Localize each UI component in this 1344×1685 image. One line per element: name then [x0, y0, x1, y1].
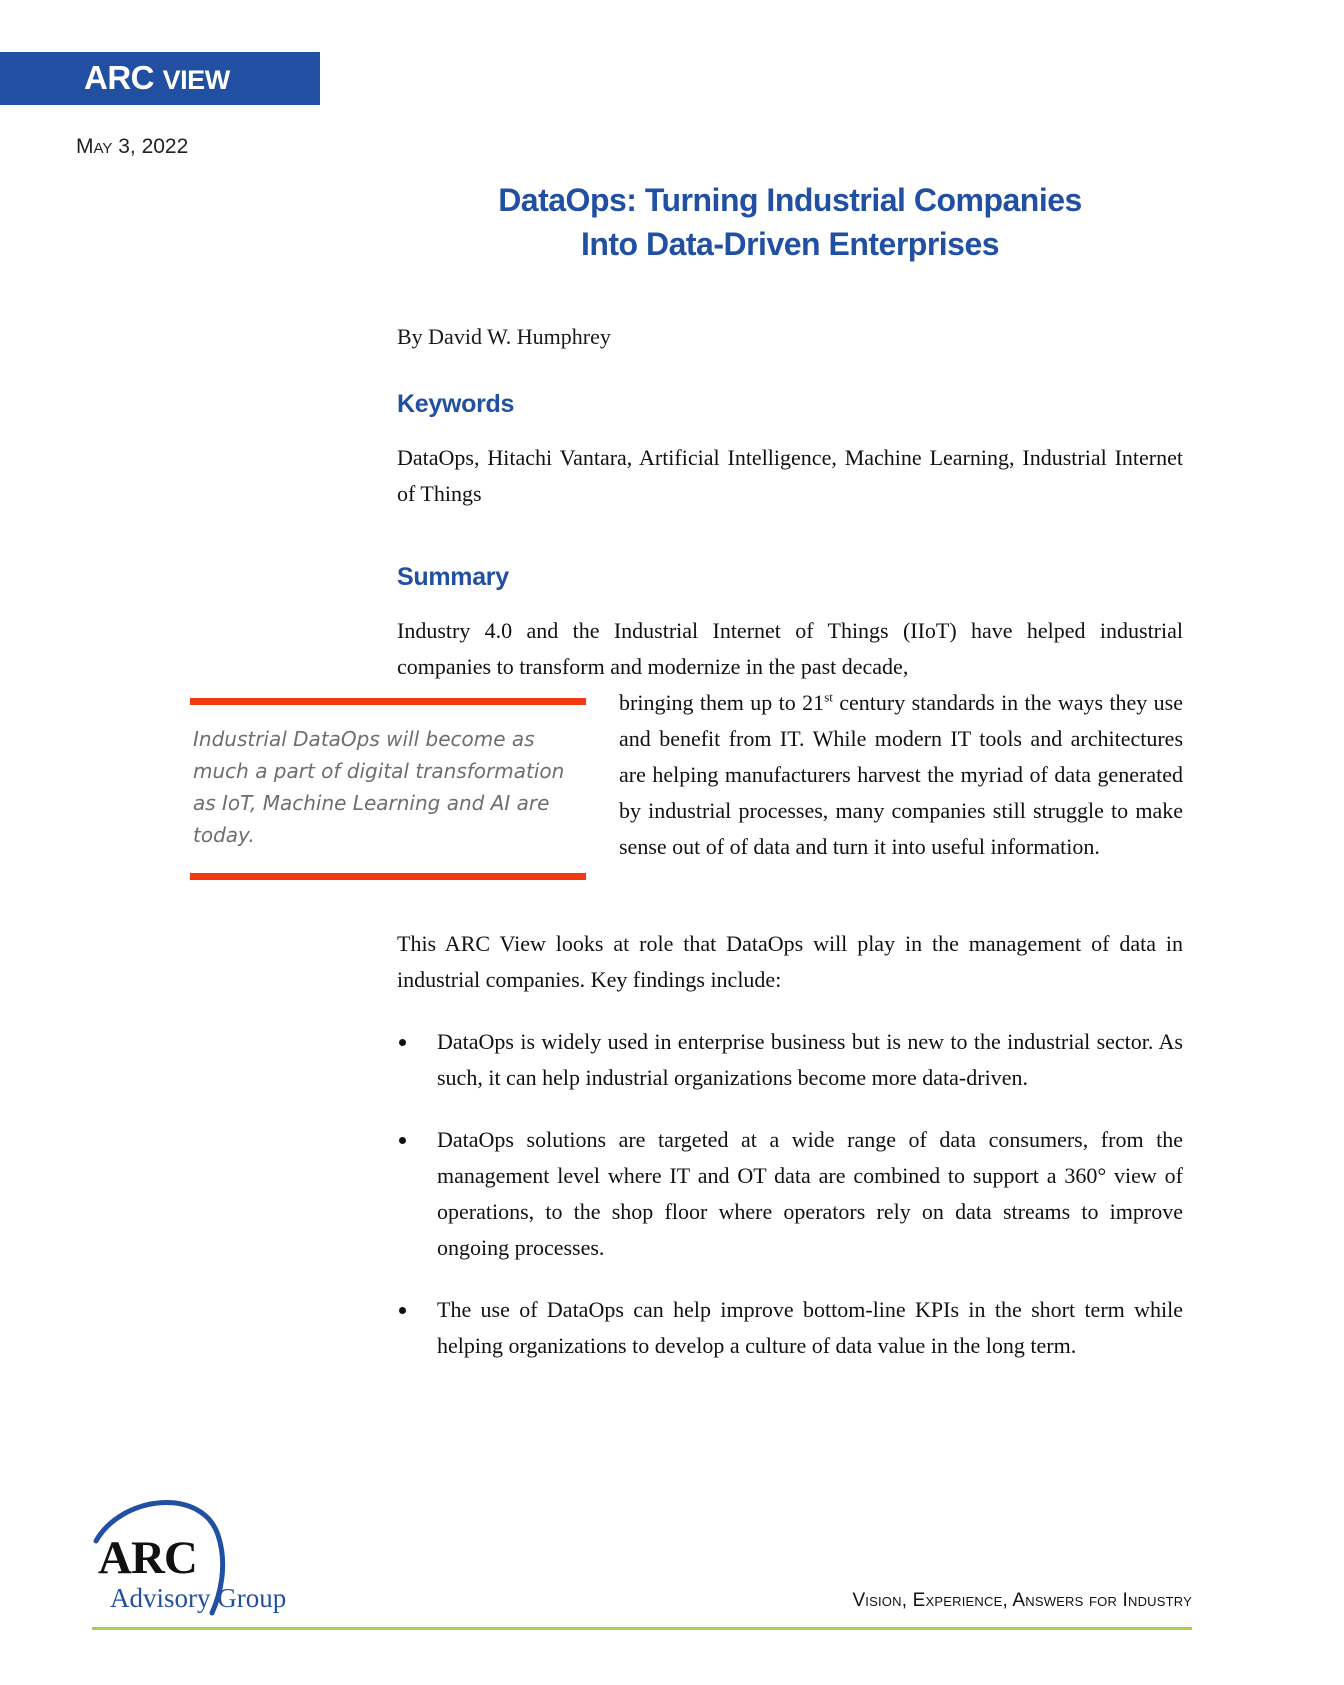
findings-intro: This ARC View looks at role that DataOps will play in the management of data in industrial companies. Key findings include:	[397, 931, 1183, 992]
summary-paragraph-continued	[619, 685, 1183, 865]
para-text-b: century standards in the ways they use and benefit from IT. While modern IT tools and architectures are helping manufacturers harvest the myriad of data generated by industrial processes, many companies still struggle to make sense out of of data and turn it into useful information.	[619, 690, 1183, 859]
key-findings-list	[397, 1024, 1183, 1390]
publication-date: May 3, 2022	[76, 135, 189, 158]
list-item-text: DataOps is widely used in enterprise business but is new to the industrial sector. As such, it can help industrial organizations become more data-driven.	[437, 1029, 1183, 1090]
footer-rule	[92, 1627, 1192, 1630]
header-banner	[0, 52, 320, 105]
pull-quote-top-rule	[190, 698, 586, 705]
title-line-1: DataOps: Turning Industrial Companies	[498, 182, 1082, 218]
bullet-icon	[399, 1307, 406, 1314]
summary-heading: Summary	[397, 563, 509, 591]
footer-tagline: Vision, Experience, Answers for Industry	[852, 1590, 1192, 1611]
list-item-text: The use of DataOps can help improve bottom-line KPIs in the short term while helping organizations to develop a culture of data value in the long term.	[437, 1297, 1183, 1358]
pull-quote: Industrial DataOps will become as much a part of digital transformation as IoT, Machine Learning and AI are today.	[193, 727, 565, 847]
byline: By David W. Humphrey	[397, 324, 611, 349]
para-text-a: bringing them up to 21	[619, 690, 825, 715]
title-line-2: Into Data-Driven Enterprises	[580, 226, 1000, 262]
brand-main: ARC	[84, 59, 154, 96]
keywords-text: DataOps, Hitachi Vantara, Artificial Intelligence, Machine Learning, Industrial Internet of Things	[397, 445, 1183, 506]
ordinal-superscript: st	[824, 689, 833, 705]
document-title	[400, 178, 1180, 266]
logo-arc-text: ARC	[98, 1532, 197, 1584]
brand-sub: VIEW	[162, 65, 230, 95]
list-item	[397, 1292, 1183, 1364]
summary-paragraph-start: Industry 4.0 and the Industrial Internet of Things (IIoT) have helped industrial companies to transform and modernize in the past decade,	[397, 618, 1183, 679]
bullet-icon	[399, 1039, 406, 1046]
keywords-heading: Keywords	[397, 390, 515, 418]
list-item-text: DataOps solutions are targeted at a wide range of data consumers, from the management level where IT and OT data are combined to support a 360° view of operations, to the shop floor where operators rely on data streams to improve ongoing processes.	[437, 1127, 1183, 1260]
arc-view-brand	[84, 59, 230, 97]
bullet-icon	[399, 1137, 406, 1144]
logo-advisory-text: Advisory Group	[110, 1583, 287, 1613]
list-item	[397, 1122, 1183, 1266]
list-item	[397, 1024, 1183, 1096]
pull-quote-bottom-rule	[190, 873, 586, 880]
arc-advisory-group-logo	[92, 1495, 312, 1620]
